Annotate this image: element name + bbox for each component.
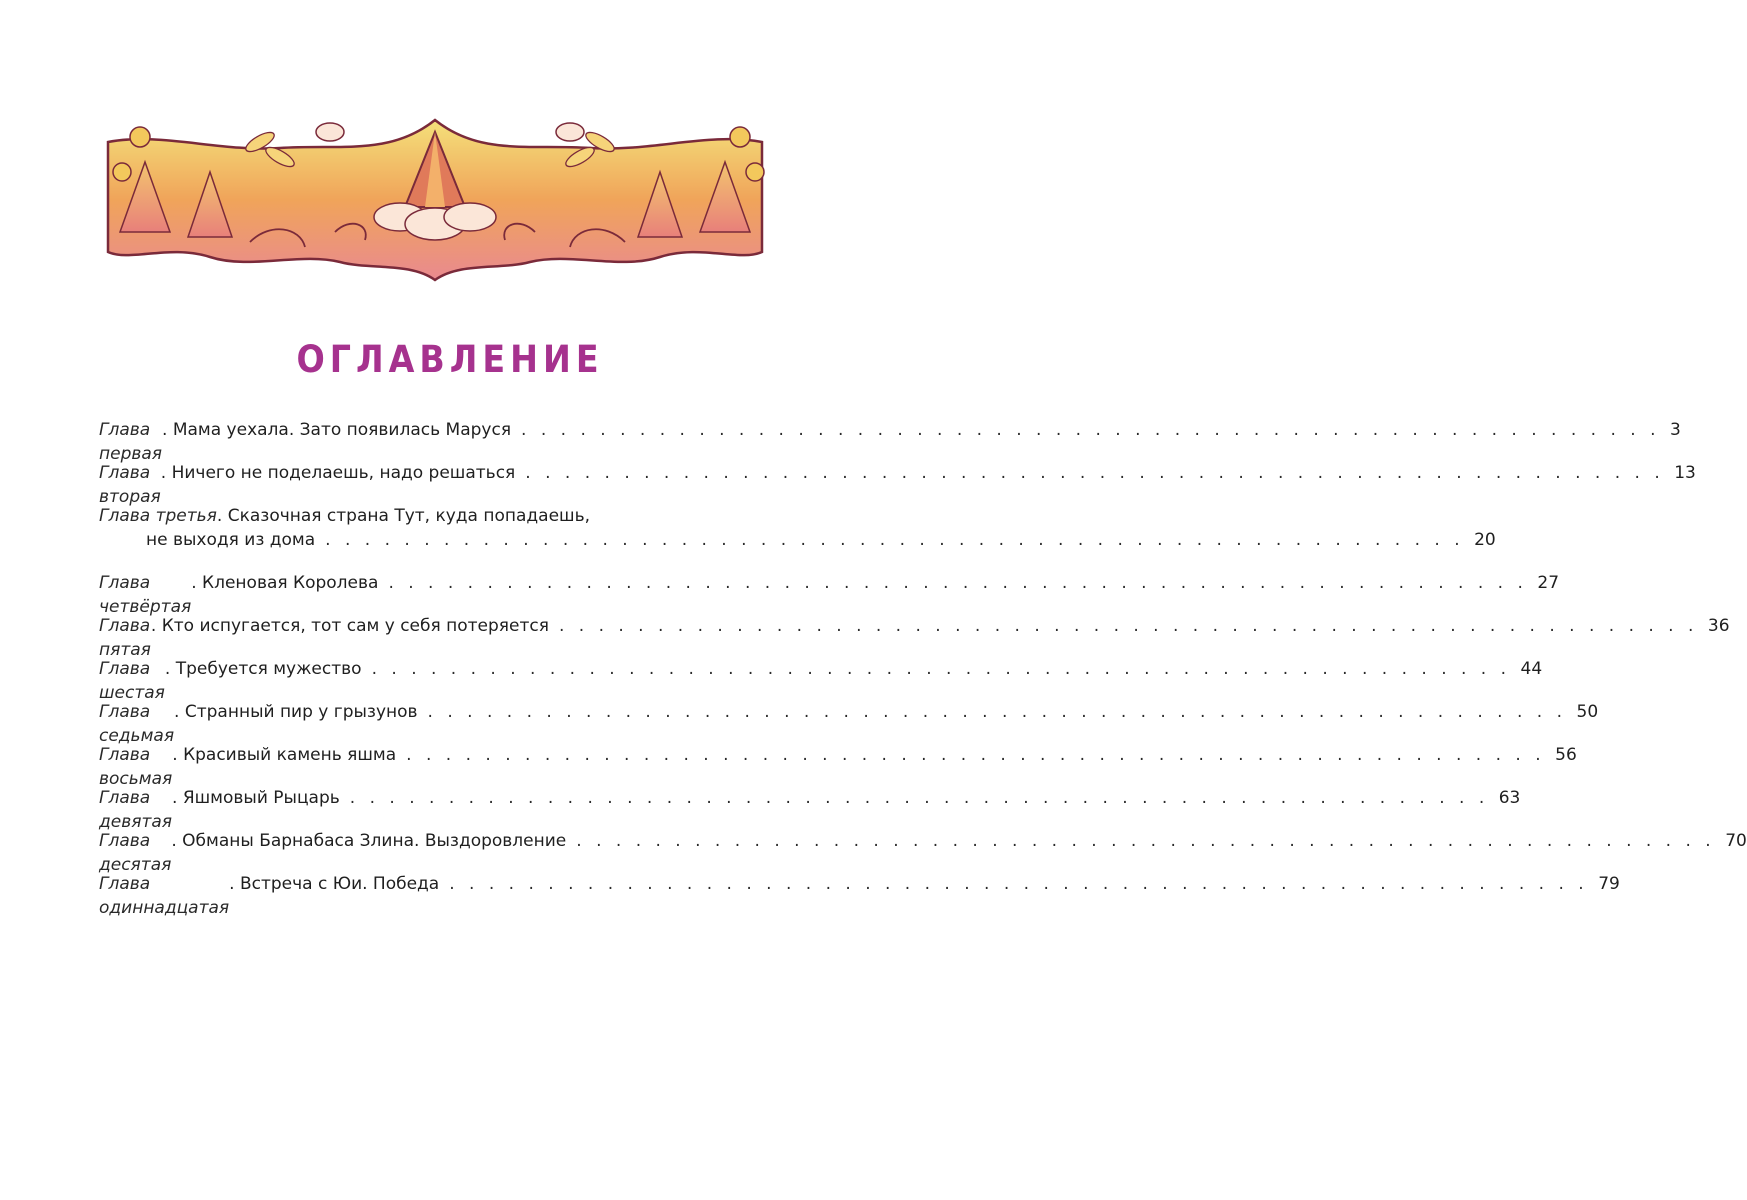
page-number: 20 (1474, 530, 1496, 550)
toc-entry[interactable]: Глава пятая . Кто испугается, тот сам у себя потеряется . . . . . . . . . . . . . . . . . . . . . . . . . . . . . . . . . . . . . . . . . . . . . . . . . . . . . . . . . . 36 (99, 616, 1730, 660)
toc-entry[interactable]: Глава седьмая . Странный пир у грызунов . . . . . . . . . . . . . . . . . . . . . . . . . . . . . . . . . . . . . . . . . . . . . . . . . . . . . . . . . . 50 (99, 702, 1599, 746)
page-number: 36 (1707, 616, 1730, 636)
dot-leader: . . . . . . . . . . . . . . . . . . . . . . . . . . . . . . . . . . . . . . . . . . . . . . . . . . . . . . . . . . (388, 573, 1528, 593)
dot-leader: . . . . . . . . . . . . . . . . . . . . . . . . . . . . . . . . . . . . . . . . . . . . . . . . . . . . . . . . . . (576, 831, 1716, 851)
chapter-label: Глава пятая (99, 616, 151, 660)
page-number: 63 (1498, 788, 1521, 808)
page-number: 56 (1555, 745, 1577, 765)
dot-leader: . . . . . . . . . . . . . . . . . . . . . . . . . . . . . . . . . . . . . . . . . . . . . . . . . . . . . . . . . . (558, 616, 1698, 636)
toc-entry[interactable]: Глава десятая . Обманы Барнабаса Злина. Выздоровление . . . . . . . . . . . . . . . . . . . . . . . . . . . . . . . . . . . . . . . . . . . . . . . . . . . . . . . . . . 70 (99, 831, 1747, 875)
toc-entry[interactable]: Глава четвёртая . Кленовая Королева . . . . . . . . . . . . . . . . . . . . . . . . . . . . . . . . . . . . . . . . . . . . . . . . . . . . . . . . . . 27 (99, 573, 1560, 617)
chapter-label: Глава восьмая (99, 745, 173, 789)
chapter-label: Глава седьмая (99, 702, 175, 746)
ornament-banner (100, 112, 770, 282)
chapter-label: Глава шестая (99, 659, 165, 703)
chapter-title: Мама уехала. Зато появилась Маруся (172, 420, 512, 440)
chapter-title: Обманы Барнабаса Злина. Выздоровление (182, 831, 567, 851)
toc-entry[interactable]: Глава восьмая . Красивый камень яшма . . . . . . . . . . . . . . . . . . . . . . . . . . . . . . . . . . . . . . . . . . . . . . . . . . . . . . . . . . 56 (99, 745, 1577, 789)
chapter-title: Яшмовый Рыцарь (182, 788, 340, 808)
toc-entry[interactable]: Глава одиннадцатая . Встреча с Юи. Победа . . . . . . . . . . . . . . . . . . . . . . . . . . . . . . . . . . . . . . . . . . . . . . . . . . . . . . . . . . 79 (99, 874, 1620, 918)
chapter-label: Глава четвёртая (99, 573, 192, 617)
toc-entry[interactable]: Глава первая . Мама уехала. Зато появилась Маруся . . . . . . . . . . . . . . . . . . . . . . . . . . . . . . . . . . . . . . . . . . . . . . . . . . . . . . . . . . 3 (99, 420, 1681, 464)
page-number: 13 (1674, 463, 1696, 483)
chapter-title: Встреча с Юи. Победа (239, 874, 440, 894)
dot-leader: . . . . . . . . . . . . . . . . . . . . . . . . . . . . . . . . . . . . . . . . . . . . . . . . . . . . . . . . . . (521, 420, 1660, 440)
page-number: 27 (1537, 573, 1560, 593)
page-number: 79 (1598, 874, 1620, 894)
dot-leader: . . . . . . . . . . . . . . . . . . . . . . . . . . . . . . . . . . . . . . . . . . . . . . . . . . . . . . . . . . (325, 530, 1465, 550)
chapter-title: Странный пир у грызунов (184, 702, 418, 722)
chapter-title-continued: не выходя из дома (146, 530, 316, 550)
toc-entry[interactable]: Глава вторая . Ничего не поделаешь, надо решаться . . . . . . . . . . . . . . . . . . . . . . . . . . . . . . . . . . . . . . . . . . . . . . . . . . . . . . . . . . 13 (99, 463, 1696, 507)
dot-leader: . . . . . . . . . . . . . . . . . . . . . . . . . . . . . . . . . . . . . . . . . . . . . . . . . . . . . . . . . . (406, 745, 1546, 765)
toc-entry[interactable]: Глава девятая . Яшмовый Рыцарь . . . . . . . . . . . . . . . . . . . . . . . . . . . . . . . . . . . . . . . . . . . . . . . . . . . . . . . . . . 63 (99, 788, 1521, 832)
chapter-title: Требуется мужество (175, 659, 362, 679)
table-of-contents (99, 418, 1747, 918)
chapter-label: Глава вторая (99, 463, 161, 507)
dot-leader: . . . . . . . . . . . . . . . . . . . . . . . . . . . . . . . . . . . . . . . . . . . . . . . . . . . . . . . . . . (349, 788, 1489, 808)
dot-leader: . . . . . . . . . . . . . . . . . . . . . . . . . . . . . . . . . . . . . . . . . . . . . . . . . . . . . . . . . . (427, 702, 1567, 722)
chapter-title: Ничего не поделаешь, надо решаться (171, 463, 516, 483)
chapter-title: Кто испугается, тот сам у себя потеряется (161, 616, 549, 636)
page-number: 50 (1576, 702, 1599, 722)
chapter-title: Сказочная страна Тут, куда попадаешь, (227, 506, 591, 526)
page-title: ОГЛАВЛЕНИЕ (296, 338, 604, 381)
chapter-label: Глава первая (99, 420, 163, 464)
page-number: 3 (1670, 420, 1681, 440)
page-number: 70 (1725, 831, 1747, 851)
chapter-title: Красивый камень яшма (183, 745, 397, 765)
page-number: 44 (1520, 659, 1543, 679)
toc-entry[interactable]: Глава шестая . Требуется мужество . . . . . . . . . . . . . . . . . . . . . . . . . . . . . . . . . . . . . . . . . . . . . . . . . . . . . . . . . . 44 (99, 659, 1543, 703)
chapter-title: Кленовая Королева (202, 573, 379, 593)
dot-leader: . . . . . . . . . . . . . . . . . . . . . . . . . . . . . . . . . . . . . . . . . . . . . . . . . . . . . . . . . . (371, 659, 1511, 679)
chapter-label: Глава десятая (99, 831, 172, 875)
chapter-label: Глава девятая (99, 788, 173, 832)
chapter-label: Глава третья (99, 506, 217, 526)
chapter-label: Глава одиннадцатая (99, 874, 230, 918)
dot-leader: . . . . . . . . . . . . . . . . . . . . . . . . . . . . . . . . . . . . . . . . . . . . . . . . . . . . . . . . . . (525, 463, 1665, 483)
dot-leader: . . . . . . . . . . . . . . . . . . . . . . . . . . . . . . . . . . . . . . . . . . . . . . . . . . . . . . . . . . (449, 874, 1589, 894)
toc-entry[interactable]: Глава третья . Сказочная страна Тут, куда попадаешь, не выходя из дома . . . . . . . . . . . . . . . . . . . . . . . . . . . . . . . . . . . . . . . . . . . . . . . . . . . . . . . . . . 20 (99, 506, 1496, 550)
